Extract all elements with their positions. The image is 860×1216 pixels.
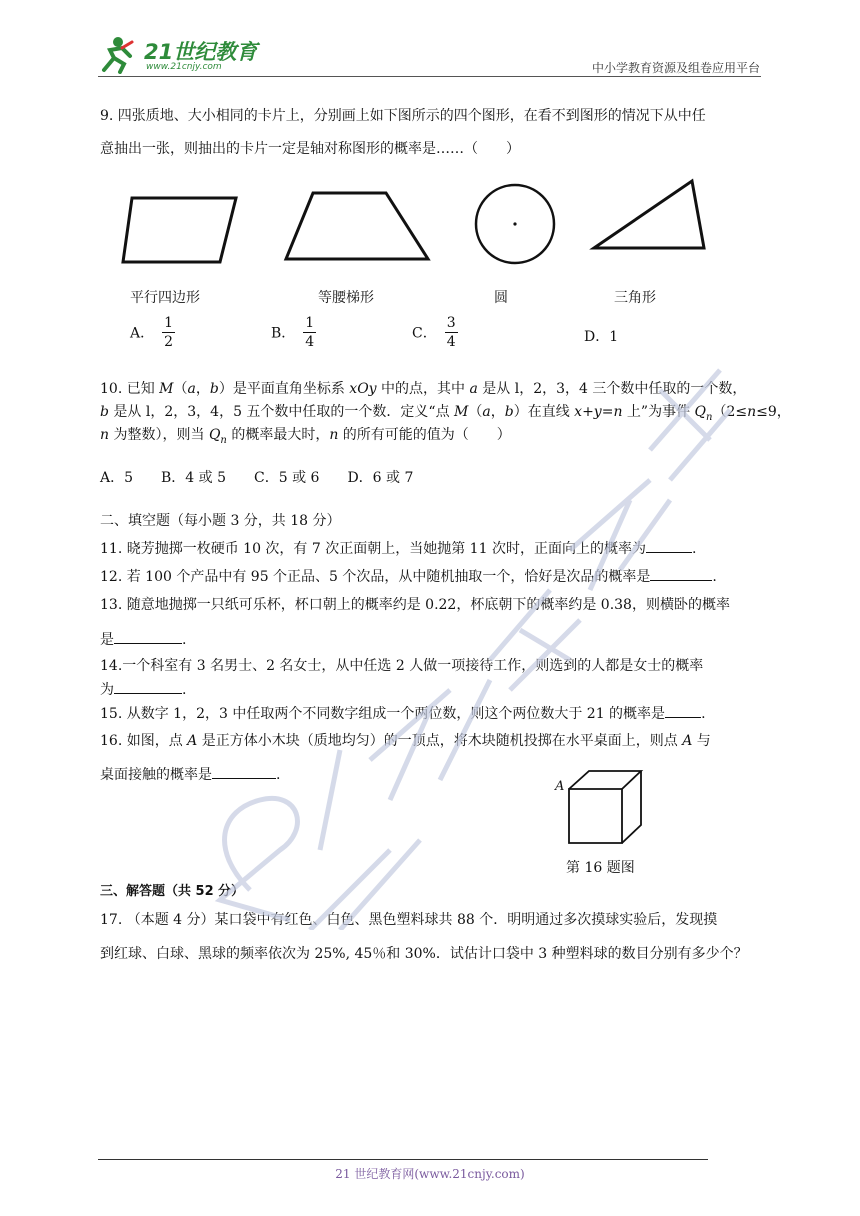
circle-center-dot bbox=[513, 222, 516, 225]
q9-option-d: D．1 bbox=[584, 329, 619, 345]
q13-line2: 是 . bbox=[100, 629, 186, 650]
q13-line1: 13. 随意地抛掷一只纸可乐杯，杯口朝上的概率约是 0.22，杯底朝下的概率约是 0.38，则横卧的概率 bbox=[100, 597, 730, 613]
section2-heading: 二、填空题（每小题 3 分，共 18 分） bbox=[100, 513, 341, 529]
trapezoid-shape bbox=[286, 193, 428, 259]
q12: 12. 若 100 个产品中有 95 个正品、5 个次品，从中随机抽取一个，恰好是次品的概率是 . bbox=[100, 566, 717, 587]
q17-line2: 到红球、白球、黑球的频率依次为 25%, 45％和 30%．试估计口袋中 3 种塑料球的数目分别有多少个？ bbox=[100, 946, 748, 962]
q10-line3: n 为整数），则当 $Q_n$ 的概率最大时，n 的所有可能的值为（ ） bbox=[100, 427, 511, 446]
q17-line1: 17. （本题 4 分）某口袋中有红色、白色、黑色塑料球共 88 个．明明通过多次摸球实验后，发现摸 bbox=[100, 912, 718, 928]
shape-label-triangle: 三角形 bbox=[614, 290, 656, 306]
q15-answer-blank[interactable] bbox=[665, 703, 701, 718]
q11-answer-blank[interactable] bbox=[646, 538, 692, 553]
site-logo bbox=[96, 34, 266, 74]
footer-divider bbox=[98, 1159, 708, 1160]
q14-line2: 为 . bbox=[100, 679, 186, 700]
header-divider bbox=[98, 76, 761, 77]
q14-line1: 14.一个科室有 3 名男士、2 名女士，从中任选 2 人做一项接待工作，则选到的人都是女士的概率 bbox=[100, 658, 704, 674]
q9-shapes-figure bbox=[110, 172, 730, 267]
q9-option-b: B． $\frac{1}{4}$ bbox=[271, 315, 315, 350]
triangle-shape bbox=[594, 181, 704, 248]
logo-text: 21世纪教育 bbox=[144, 40, 258, 64]
q16-figure-caption: 第 16 题图 bbox=[566, 860, 635, 876]
footer-link[interactable]: 21 世纪教育网(www.21cnjy.com) bbox=[335, 1167, 525, 1181]
q14-answer-blank[interactable] bbox=[114, 679, 182, 694]
q9-line2: 意抽出一张，则抽出的卡片一定是轴对称图形的概率是……（ ） bbox=[100, 141, 520, 157]
q12-answer-blank[interactable] bbox=[650, 566, 712, 581]
cube-figure bbox=[550, 765, 650, 847]
q10-line2: b 是从 l，2，3，4，5 五个数中任取的一个数．定义“点 M（a，b）在直线 x+y=n 上”为事件 $Q_n(2\le n\le 9$， bbox=[100, 404, 791, 423]
q9-option-a: A． $\frac{1}{2}$ bbox=[130, 315, 174, 350]
q9-option-c: C． $\frac{3}{4}$ bbox=[412, 315, 456, 350]
q11: 11. 晓芳抛掷一枚硬币 10 次，有 7 次正面朝上，当她抛第 11 次时，正面向上的概率为 . bbox=[100, 538, 696, 559]
q16-line2: 桌面接触的概率是 . bbox=[100, 764, 280, 785]
cube-front-face bbox=[569, 789, 622, 843]
cube-side-face bbox=[622, 771, 641, 843]
cube-top-face bbox=[569, 771, 641, 789]
cube-vertex-label: A bbox=[555, 779, 565, 794]
q13-answer-blank[interactable] bbox=[114, 629, 182, 644]
parallelogram-shape bbox=[123, 198, 236, 262]
q10-line1: 10. 已知 M（a，b）是平面直角坐标系 xOy 中的点，其中 a 是从 l，2，3，4 三个数中任取的一个数， bbox=[100, 381, 747, 397]
q16-answer-blank[interactable] bbox=[212, 764, 276, 779]
logo-url: www.21cnjy.com bbox=[146, 62, 222, 72]
shape-label-trapezoid: 等腰梯形 bbox=[318, 290, 374, 306]
platform-title: 中小学教育资源及组卷应用平台 bbox=[591, 61, 760, 75]
shape-label-parallelogram: 平行四边形 bbox=[130, 290, 200, 306]
q16-line1: 16. 如图，点 A 是正方体小木块（质地均匀）的一顶点，将木块随机投掷在水平桌面上，则点 A 与 bbox=[100, 733, 711, 749]
q15: 15. 从数字 1，2，3 中任取两个不同数字组成一个两位数，则这个两位数大于 21 的概率是 . bbox=[100, 703, 706, 724]
section3-heading: 三、解答题（共 52 分） bbox=[100, 884, 245, 899]
q10-options: A．5 B．4 或 5 C．5 或 6 D．6 或 7 bbox=[100, 470, 414, 486]
shape-label-circle: 圆 bbox=[494, 290, 508, 306]
q9-line1: 9. 四张质地、大小相同的卡片上，分别画上如下图所示的四个图形，在看不到图形的情况下从中任 bbox=[100, 108, 706, 124]
